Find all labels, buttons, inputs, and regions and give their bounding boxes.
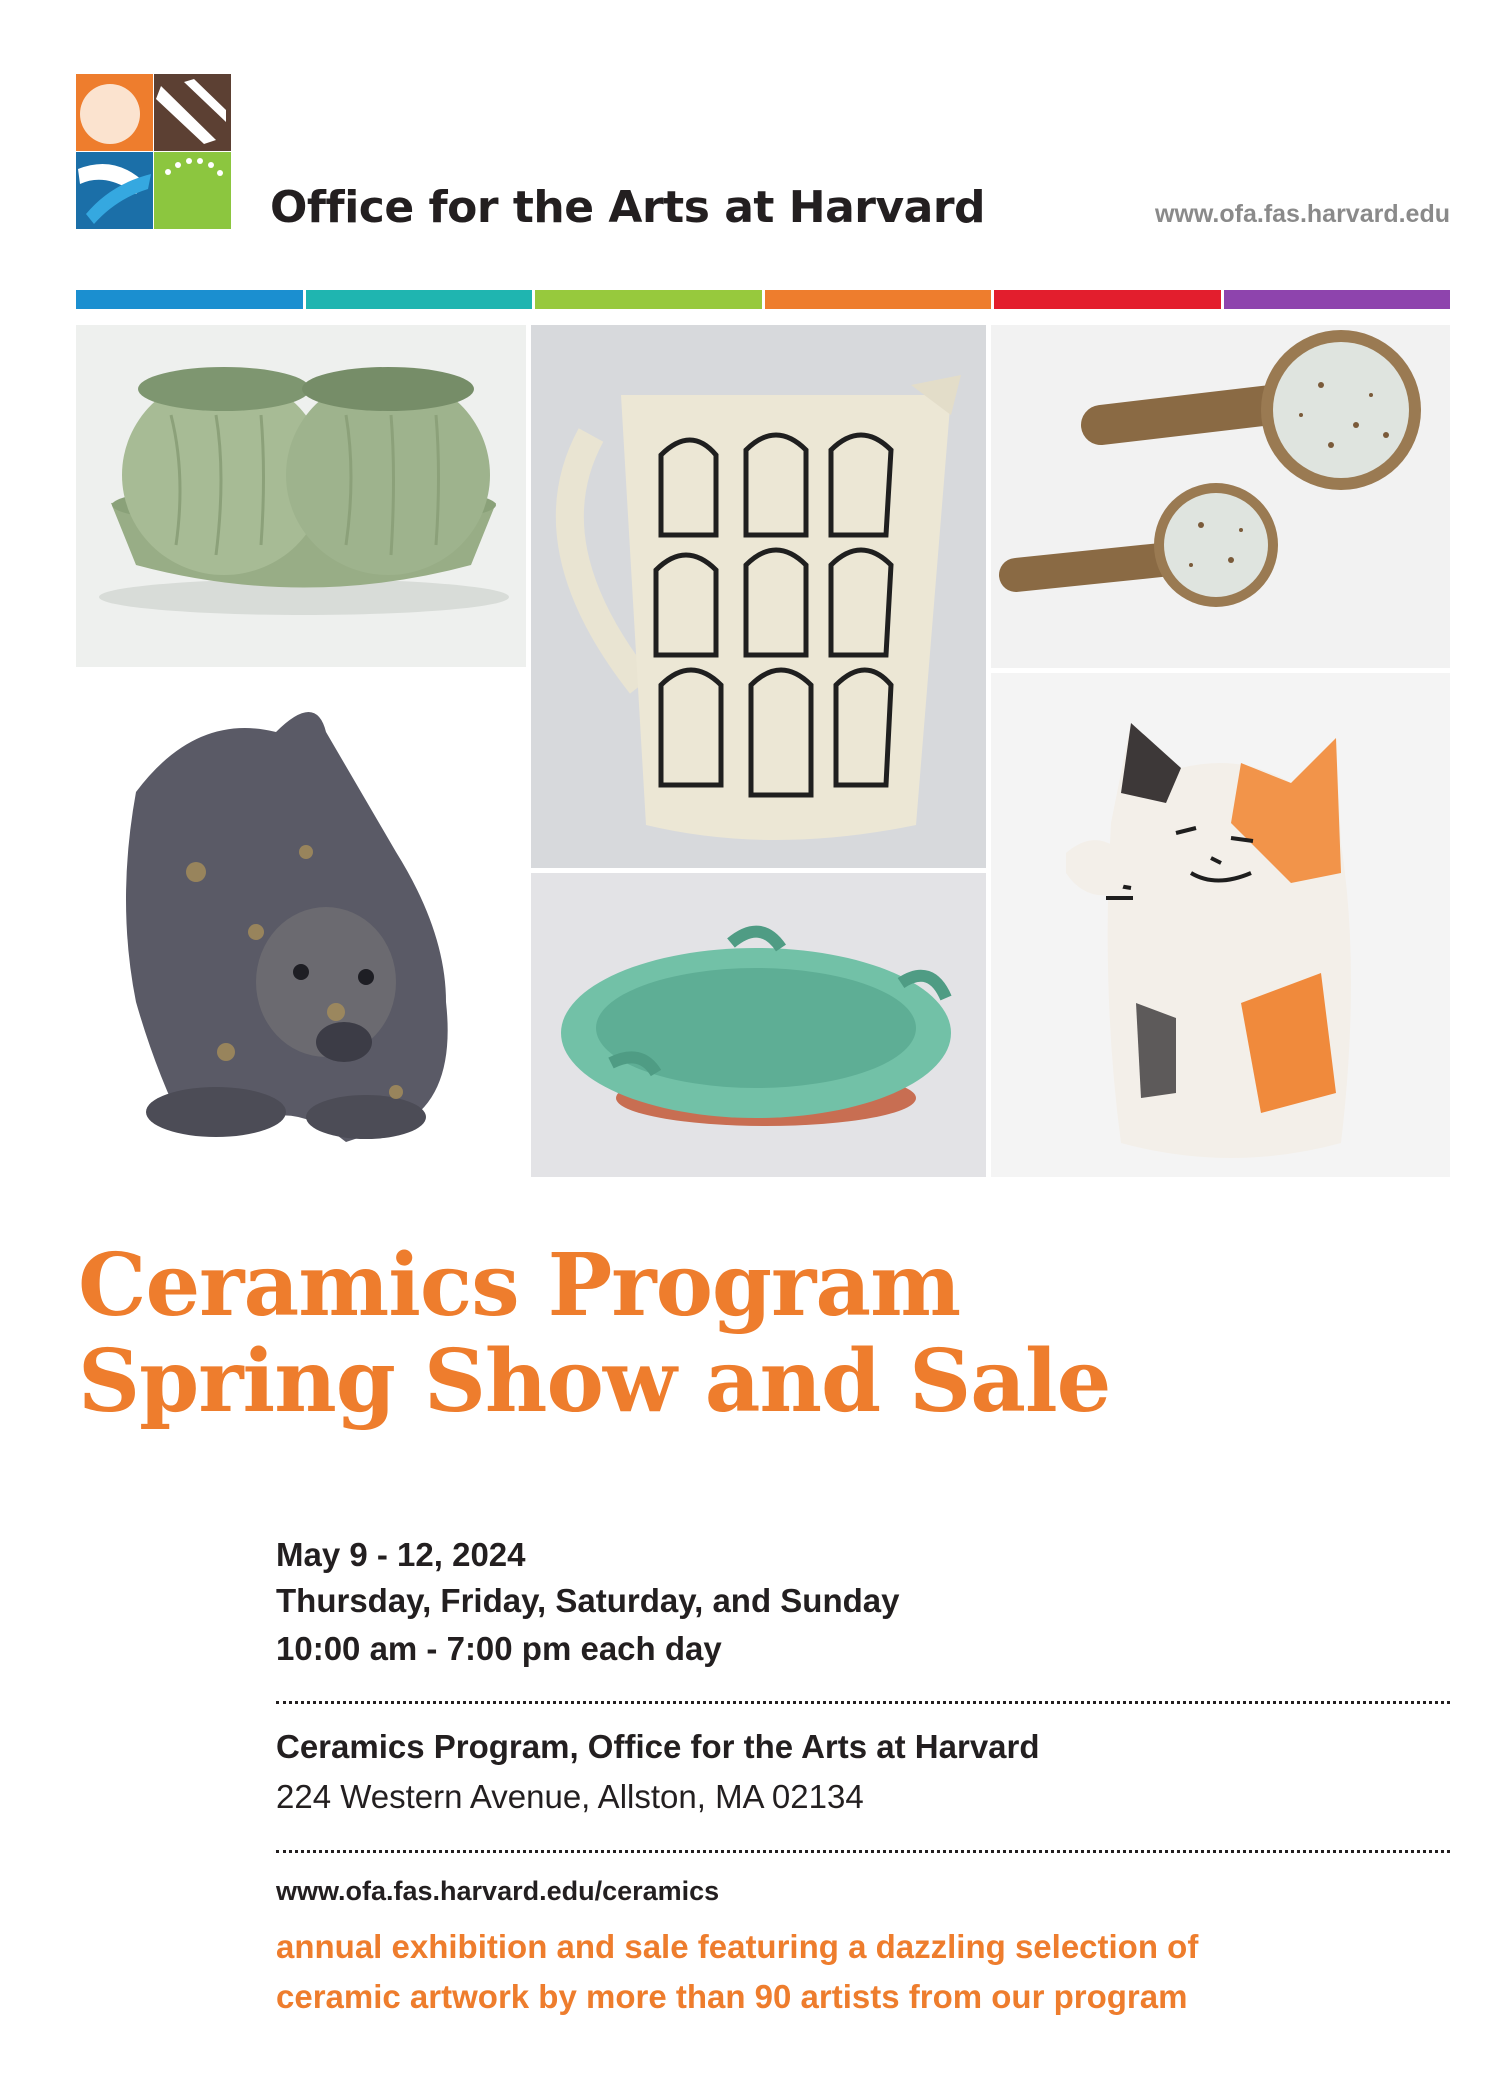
blue-stripe bbox=[76, 290, 303, 309]
ceramics-url[interactable]: www.ofa.fas.harvard.edu/ceramics bbox=[276, 1876, 720, 1906]
red-stripe bbox=[994, 290, 1221, 309]
organization-name: Office for the Arts at Harvard bbox=[270, 182, 986, 233]
dog-sculpture-photo bbox=[76, 672, 526, 1177]
cat-figurine-photo bbox=[991, 673, 1450, 1177]
green-bowls-photo bbox=[76, 325, 526, 667]
title-line-2: Spring Show and Sale bbox=[78, 1331, 1111, 1432]
event-dates: May 9 - 12, 2024 bbox=[276, 1536, 526, 1573]
event-address: 224 Western Avenue, Allston, MA 02134 bbox=[276, 1778, 864, 1815]
dotted-divider bbox=[276, 1701, 1450, 1704]
purple-stripe bbox=[1224, 290, 1451, 309]
website-url[interactable]: www.ofa.fas.harvard.edu bbox=[1155, 200, 1450, 228]
orange-stripe bbox=[765, 290, 992, 309]
event-hours: 10:00 am - 7:00 pm each day bbox=[276, 1630, 722, 1667]
event-title bbox=[78, 1235, 1111, 1432]
pitcher-photo bbox=[531, 325, 986, 868]
event-days: Thursday, Friday, Saturday, and Sunday bbox=[276, 1582, 900, 1619]
dotted-divider bbox=[276, 1850, 1450, 1853]
teal-stripe bbox=[306, 290, 533, 309]
color-stripe-bar bbox=[76, 290, 1450, 309]
green-stripe bbox=[535, 290, 762, 309]
description-line-1: annual exhibition and sale featuring a dazzling selection of bbox=[276, 1928, 1199, 1965]
ofa-logo-icon bbox=[76, 74, 231, 229]
event-venue: Ceramics Program, Office for the Arts at Harvard bbox=[276, 1728, 1040, 1765]
scoops-photo bbox=[991, 325, 1450, 668]
description-line-2: ceramic artwork by more than 90 artists from our program bbox=[276, 1978, 1188, 2015]
teal-dish-photo bbox=[531, 873, 986, 1177]
title-line-1: Ceramics Program bbox=[78, 1235, 961, 1336]
